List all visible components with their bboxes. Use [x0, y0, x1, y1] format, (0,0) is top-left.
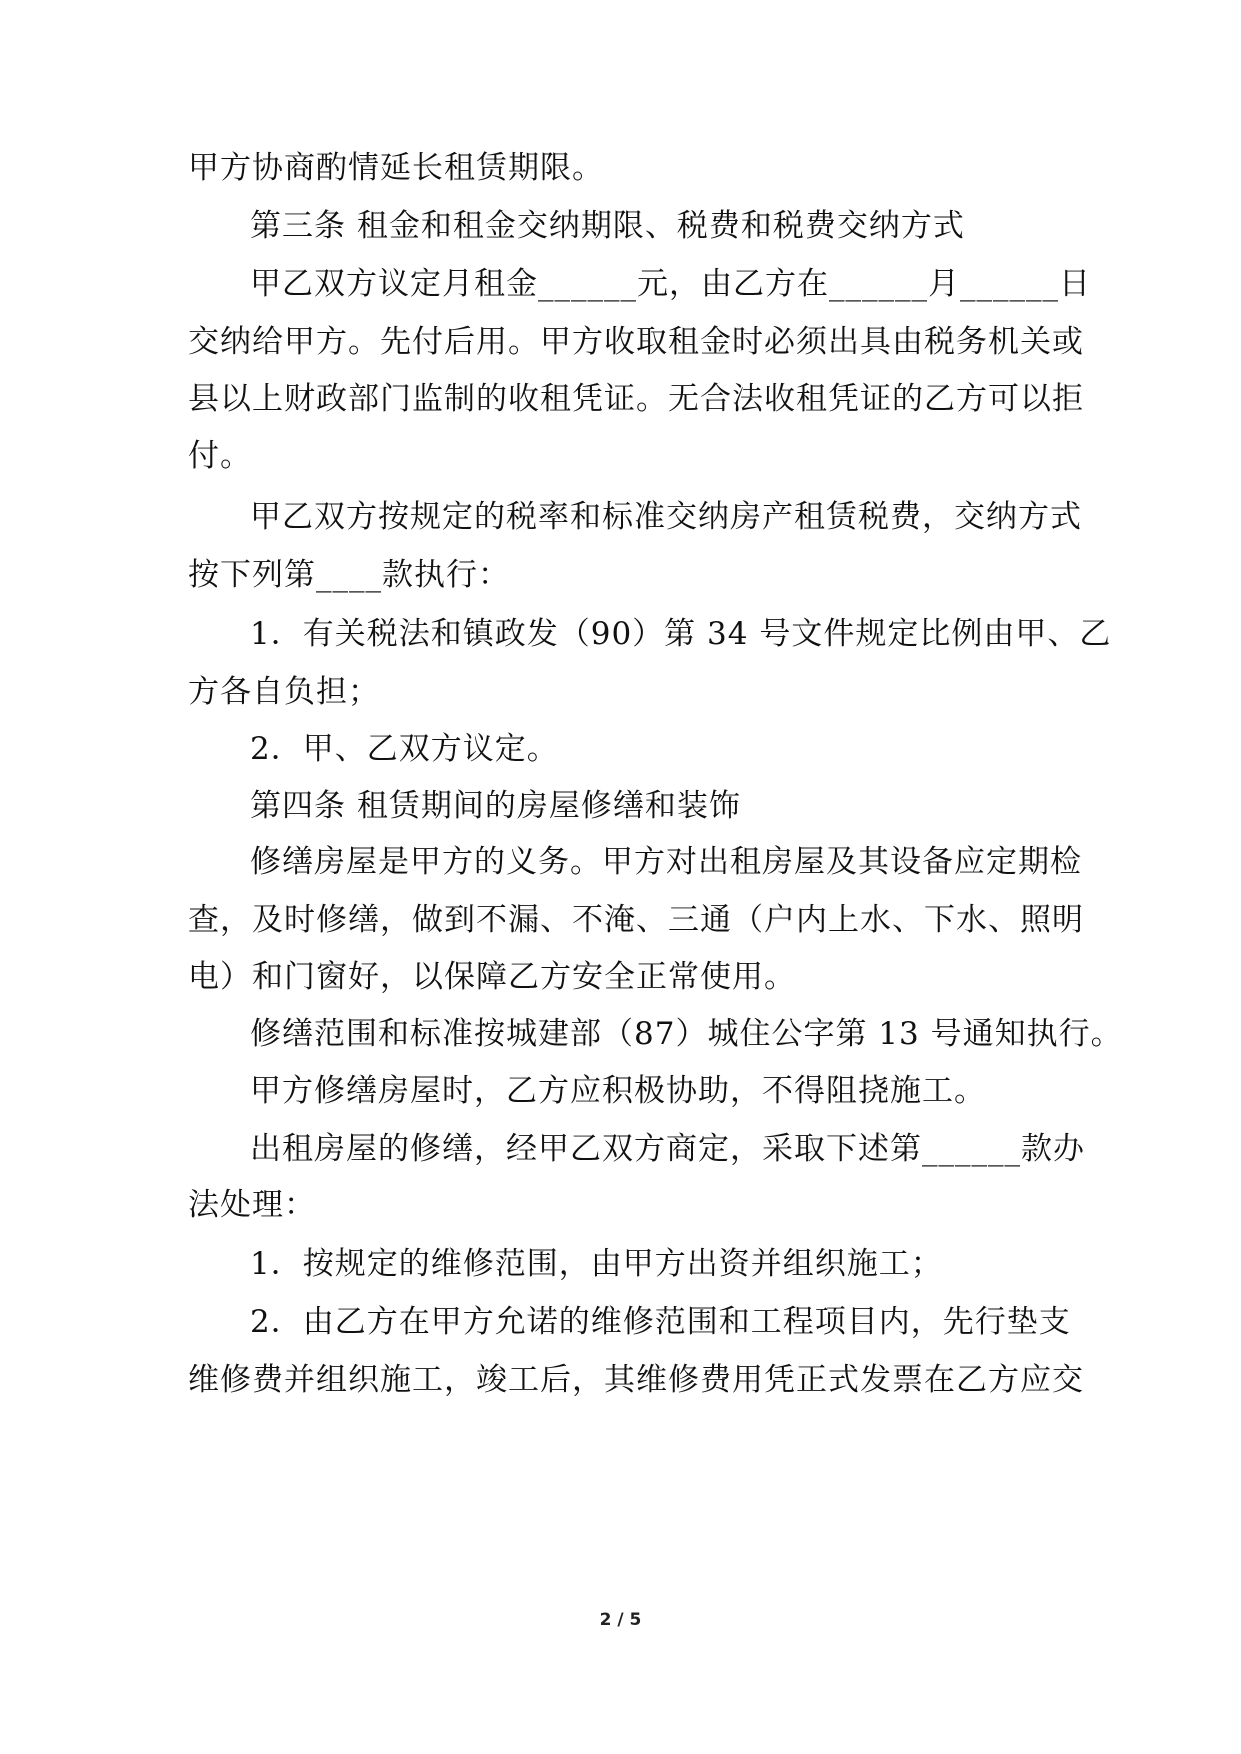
- list-item: 1．有关税法和镇政发（90）第 34 号文件规定比例由甲、乙: [250, 616, 1112, 652]
- text-line: 交纳给甲方。先付后用。甲方收取租金时必须出具由税务机关或: [188, 324, 1084, 360]
- text-line: 电）和门窗好，以保障乙方安全正常使用。: [188, 959, 796, 995]
- text-line: 付。: [188, 438, 252, 474]
- text-line: 法处理：: [188, 1187, 316, 1223]
- text-line: 方各自负担；: [188, 674, 380, 710]
- list-item: 2．由乙方在甲方允诺的维修范围和工程项目内，先行垫支: [250, 1304, 1071, 1340]
- text-line: 出租房屋的修缮，经甲乙双方商定，采取下述第______款办: [250, 1131, 1085, 1167]
- text-line: 甲方协商酌情延长租赁期限。: [188, 150, 604, 186]
- list-item: 1．按规定的维修范围，由甲方出资并组织施工；: [250, 1246, 943, 1282]
- text-line: 查，及时修缮，做到不漏、不淹、三通（户内上水、下水、照明: [188, 902, 1084, 938]
- list-item: 2．甲、乙双方议定。: [250, 731, 559, 767]
- section-heading: 第三条 租金和租金交纳期限、税费和税费交纳方式: [250, 208, 965, 244]
- text-line: 按下列第____款执行：: [188, 557, 510, 593]
- text-line: 修缮房屋是甲方的义务。甲方对出租房屋及其设备应定期检: [250, 844, 1082, 880]
- page-number: 2 / 5: [599, 1610, 642, 1630]
- text-line: 维修费并组织施工，竣工后，其维修费用凭正式发票在乙方应交: [188, 1362, 1084, 1398]
- text-line: 修缮范围和标准按城建部（87）城住公字第 13 号通知执行。: [250, 1016, 1123, 1052]
- text-line: 甲乙双方议定月租金______元，由乙方在______月______日: [250, 266, 1091, 302]
- text-line: 县以上财政部门监制的收租凭证。无合法收租凭证的乙方可以拒: [188, 381, 1084, 417]
- section-heading: 第四条 租赁期间的房屋修缮和装饰: [250, 788, 741, 824]
- text-line: 甲方修缮房屋时，乙方应积极协助，不得阻挠施工。: [250, 1073, 986, 1109]
- text-line: 甲乙双方按规定的税率和标准交纳房产租赁税费，交纳方式: [250, 499, 1082, 535]
